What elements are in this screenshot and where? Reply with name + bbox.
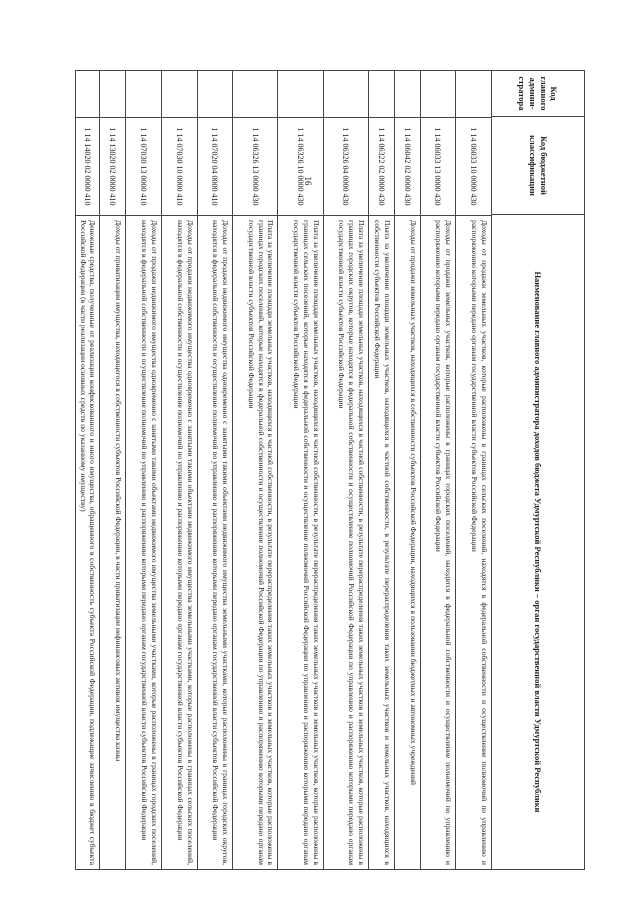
table-row: [161, 71, 197, 869]
admin-code-cell: [126, 71, 161, 118]
budget-code-cell: 1 14 06033 10 0000 430: [456, 118, 491, 216]
budget-code-cell: 1 14 14020 02 0000 410: [76, 118, 99, 216]
budget-code-cell: 1 14 06322 02 0000 430: [369, 118, 394, 216]
table-row: [76, 71, 99, 869]
budget-code-cell: 1 14 06326 13 0000 430: [233, 118, 277, 216]
header-admin-code: Код главного админи-стратора: [492, 71, 584, 117]
admin-code-cell: [395, 71, 420, 118]
admin-code-cell: [198, 71, 233, 118]
budget-code-cell: 1 14 07020 04 0000 410: [198, 118, 233, 216]
description-cell: Доходы от продажи земельных участков, которые расположены в границах городских поселений, находятся в федеральной собственности и осуществление полномочий по управлению и распоряжению которыми передано органам государственной власти субъектов Российской Федерации: [434, 220, 454, 865]
header-admin-name: Наименование главного администратора доходов бюджета Удмуртской Республики – орган государственной власти Удмуртской Республики: [533, 271, 544, 813]
description-cell: Плата за увеличение площади земельных участков, находящихся в частной собственности, в результате перераспределения таких земельных участков и земельных участков, находящихся в собственности субъектов Российской Федерации: [372, 220, 392, 865]
table-row: [455, 71, 491, 869]
table-row: [368, 71, 394, 869]
budget-code-cell: 1 14 07030 10 0000 410: [162, 118, 197, 216]
admin-code-cell: [162, 71, 197, 118]
description-cell: Плата за увеличение площади земельных участков, находящихся в частной собственности, в результате перераспределения таких земельных участков и земельных участков, которые расположены в границах городских округов, которые находятся в федеральной собственности и осуществление полномочий Российской Федерации по управлению и распоряжению которыми передано органам государственной власти субъектов Российской Федерации: [337, 220, 366, 865]
admin-code-cell: [421, 71, 456, 118]
table-row: [197, 71, 233, 869]
table-row: [277, 71, 322, 869]
admin-code-cell: [369, 71, 394, 118]
admin-code-cell: [278, 71, 322, 118]
admin-code-cell: [100, 71, 125, 118]
description-cell: Доходы от продажи земельных участков, находящихся в собственности субъектов Российской Федерации, находящихся в пользовании бюджетных и автономных учреждений: [408, 220, 418, 785]
budget-code-cell: 1 14 07030 13 0000 410: [126, 118, 161, 216]
table-row: [323, 71, 368, 869]
table-header: [491, 71, 584, 869]
budget-code-cell: 1 14 06326 10 0000 430: [278, 118, 322, 216]
admin-code-cell: [324, 71, 368, 118]
budget-code-cell: 1 14 06326 04 0000 430: [324, 118, 368, 216]
description-cell: Доходы от приватизации имущества, находящегося в собственности субъектов Российской Федерации, в части приватизации нефинансовых активов имущества казны: [114, 220, 124, 762]
description-cell: Денежные средства, полученные от реализации конфискованного и иного имущества, обращенного в собственность субъекта Российской Федерации, подлежащие зачислению в бюджет субъекта Российской Федерации (в части реализации основных средств по указанному имуществу): [78, 220, 98, 865]
rotated-table-wrapper: [75, 70, 585, 870]
budget-code-cell: 1 14 06033 13 0000 430: [421, 118, 456, 216]
table-row: [394, 71, 420, 869]
description-cell: Доходы от продажи недвижимого имущества одновременно с занятыми такими объектами недвижимого имущества земельными участками, которые расположены в границах городских округов, находятся в федеральной собственности и осуществление полномочий по управлению и распоряжению которыми передано органам государственной власти субъектов Российской Федерации: [211, 220, 231, 865]
description-cell: Доходы от продажи недвижимого имущества одновременно с занятыми такими объектами недвижимого имущества земельными участками, которые расположены в границах сельских поселений, находятся в федеральной собственности и осуществление полномочий по управлению и распоряжению которыми передано органам государственной власти субъектов Российской Федерации: [175, 220, 195, 865]
admin-code-cell: [233, 71, 277, 118]
description-cell: Плата за увеличение площади земельных участков, находящихся в частной собственности, в результате перераспределения таких земельных участков и земельных участков, которые расположены в границах городских поселений, которые находятся в федеральной собственности и осуществление полномочий Российской Федерации по управлению и распоряжению которыми передано органам государственной власти субъектов Российской Федерации: [246, 220, 276, 865]
admin-code-cell: [76, 71, 99, 118]
revenue-table: [75, 70, 585, 870]
description-cell: Плата за увеличение площади земельных участков, находящихся в частной собственности, в результате перераспределения таких земельных участков и земельных участков, которые расположены в границах сельских поселений, которые находятся в федеральной собственности и осуществление полномочий Российской Федерации по управлению и распоряжению которыми передано органам государственной власти субъектов Российской Федерации: [292, 220, 321, 865]
table-row: [420, 71, 456, 869]
description-cell: Доходы от продажи земельных участков, которые расположены в границах сельских поселений, находятся в федеральной собственности и осуществление полномочий по управлению и распоряжению которыми передано органам государственной власти субъектов Российской Федерации: [470, 220, 489, 865]
table-row: [99, 71, 125, 869]
page-number: 16: [303, 176, 313, 186]
table-row: [232, 71, 277, 869]
admin-code-cell: [456, 71, 491, 118]
budget-code-cell: 1 14 06042 02 0000 430: [395, 118, 420, 216]
table-row: [125, 71, 161, 869]
description-cell: Доходы от продажи недвижимого имущества одновременно с занятыми такими объектами недвижимого имущества земельными участками, которые расположены в границах городских поселений, находятся в федеральной собственности и осуществление полномочий по управлению и распоряжению которыми передано органам государственной власти субъектов Российской Федерации: [140, 220, 159, 865]
header-budget-code: Код бюджетной классификации: [492, 117, 584, 215]
budget-code-cell: 1 14 13020 02 0000 410: [100, 118, 125, 216]
